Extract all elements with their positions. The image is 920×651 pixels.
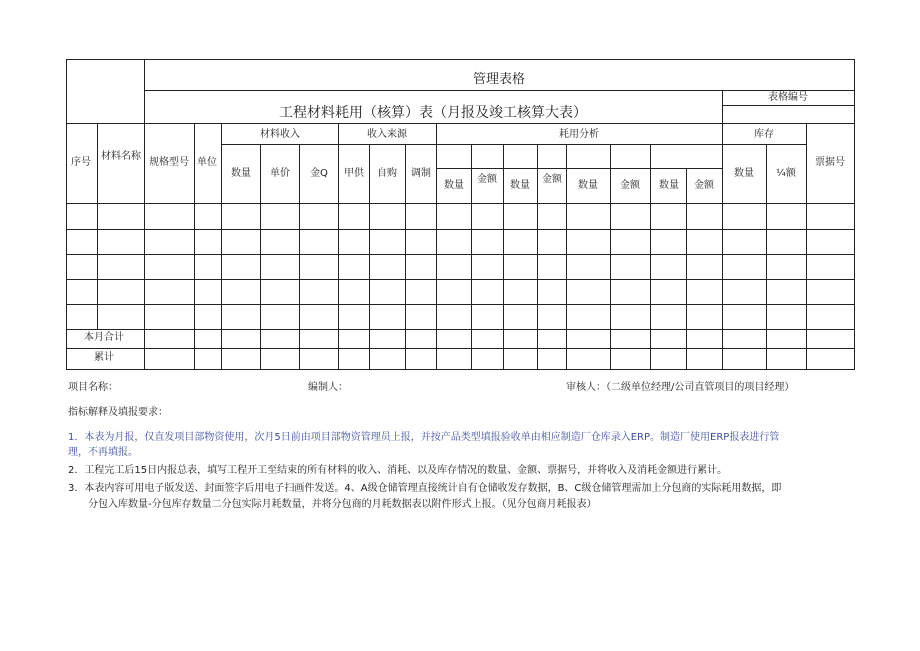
col-usage-qty-1: 数量 <box>444 180 464 191</box>
col-line-10 <box>436 123 437 369</box>
col-usage-amount-1: 金额 <box>477 174 497 185</box>
col-owner-supply: 甲供 <box>344 168 364 179</box>
col-unit: 单位 <box>197 157 217 168</box>
table-title: 工程材料耗用（核算）表（月报及竣工核算大表） <box>279 105 587 121</box>
note-1-line-2: 理，不再填报。 <box>68 447 138 458</box>
row-line-2 <box>66 254 855 255</box>
row-month-total: 本月合计 <box>84 332 124 343</box>
row-line-3 <box>66 279 855 280</box>
usage-sub-line <box>436 168 722 169</box>
col-line-20 <box>806 123 807 369</box>
column-header-top <box>66 123 855 124</box>
col-income-amount: 金Q <box>310 168 328 179</box>
border-right <box>854 59 855 370</box>
border-bottom <box>66 369 855 370</box>
col-usage-qty-4: 数量 <box>659 180 679 191</box>
row-line-1 <box>66 229 855 230</box>
col-line-12 <box>503 144 504 369</box>
note-3-line-1: 3．本表内容可用电子版发送、封面签字后用电子扫画件发送。4、A级仓储管理直接统计自有仓储收发存数据，B、C级仓储管理需加上分包商的实际耗用数据，即 <box>68 483 782 494</box>
column-header-bottom <box>66 203 855 204</box>
project-name-label: 项目名称： <box>68 382 118 393</box>
col-usage-qty-3: 数量 <box>578 180 598 191</box>
row-line-5 <box>66 329 855 330</box>
row-line-6 <box>66 348 855 349</box>
col-line-18 <box>722 123 723 369</box>
col-line-13 <box>537 144 538 369</box>
col-line-19 <box>766 144 767 369</box>
col-line-1 <box>97 123 98 329</box>
col-stock-qty: 数量 <box>734 168 754 179</box>
col-usage-qty-2: 数量 <box>510 180 530 191</box>
form-no-label: 表格编号 <box>768 92 808 103</box>
col-line-15 <box>610 144 611 369</box>
col-line-2 <box>144 123 145 369</box>
col-line-7 <box>338 123 339 369</box>
col-line-9 <box>405 144 406 369</box>
stock-header-line <box>722 144 806 145</box>
col-transfer: 调制 <box>411 168 431 179</box>
row-cumulative: 累计 <box>94 352 114 363</box>
col-usage-amount-4: 金额 <box>694 180 714 191</box>
note-2: 2．工程完工后15日内报总表，填写工程开工至结束的所有材料的收入、消耗、以及库存情况的数量、金额、票据号，并将收入及消耗金额进行累计。 <box>68 465 728 476</box>
form-no-left <box>722 90 723 123</box>
col-line-14 <box>566 144 567 369</box>
col-stock-amount: ¼额 <box>776 168 796 179</box>
col-seq: 序号 <box>71 157 91 168</box>
col-line-8 <box>369 144 370 369</box>
col-line-4 <box>221 123 222 369</box>
col-self-buy: 自购 <box>377 168 397 179</box>
group-income-source: 收入来源 <box>367 129 407 140</box>
group-stock: 库存 <box>754 129 774 140</box>
logo-cell-divider <box>144 59 145 123</box>
col-line-3 <box>194 123 195 369</box>
note-3-line-2: 分包入库数量-分包库存数量二分包实际月耗数量，并将分包商的月耗数据表以附件形式上报。（见分包商月耗报表） <box>88 499 597 510</box>
reviewer-label: 审核人：（二级单位经理/公司直管项目的项目经理） <box>566 382 795 393</box>
border-top <box>66 59 855 60</box>
col-line-11 <box>471 144 472 369</box>
header-title: 管理表格 <box>472 72 526 87</box>
col-voucher-no: 票据号 <box>815 157 845 168</box>
group-material-income: 材料收入 <box>260 129 300 140</box>
notes-heading: 指标解释及填报要求： <box>68 407 168 418</box>
form-no-divider <box>722 105 854 106</box>
group-usage-analysis: 耗用分析 <box>559 129 599 140</box>
header-divider <box>144 90 854 91</box>
border-left <box>66 59 67 370</box>
prepared-by-label: 编制人： <box>308 382 348 393</box>
col-usage-amount-3: 金额 <box>620 180 640 191</box>
col-spec: 规格型号 <box>149 157 189 168</box>
col-line-5 <box>260 144 261 369</box>
col-usage-amount-2: 金额 <box>542 174 562 185</box>
col-material-name: 材料名称 <box>101 151 141 162</box>
col-income-qty: 数量 <box>231 168 251 179</box>
col-line-16 <box>650 144 651 369</box>
col-line-6 <box>299 144 300 369</box>
col-income-price: 单价 <box>270 168 290 179</box>
row-line-4 <box>66 304 855 305</box>
note-1-line-1: 1．本表为月报，仅直发项目部物资使用，次月5日前由项目部物资管理员上报，并按产品类型填报验收单由相应制造厂仓库录入ERP。制造厂使用ERP报表进行管 <box>68 432 780 443</box>
col-line-17 <box>686 168 687 369</box>
